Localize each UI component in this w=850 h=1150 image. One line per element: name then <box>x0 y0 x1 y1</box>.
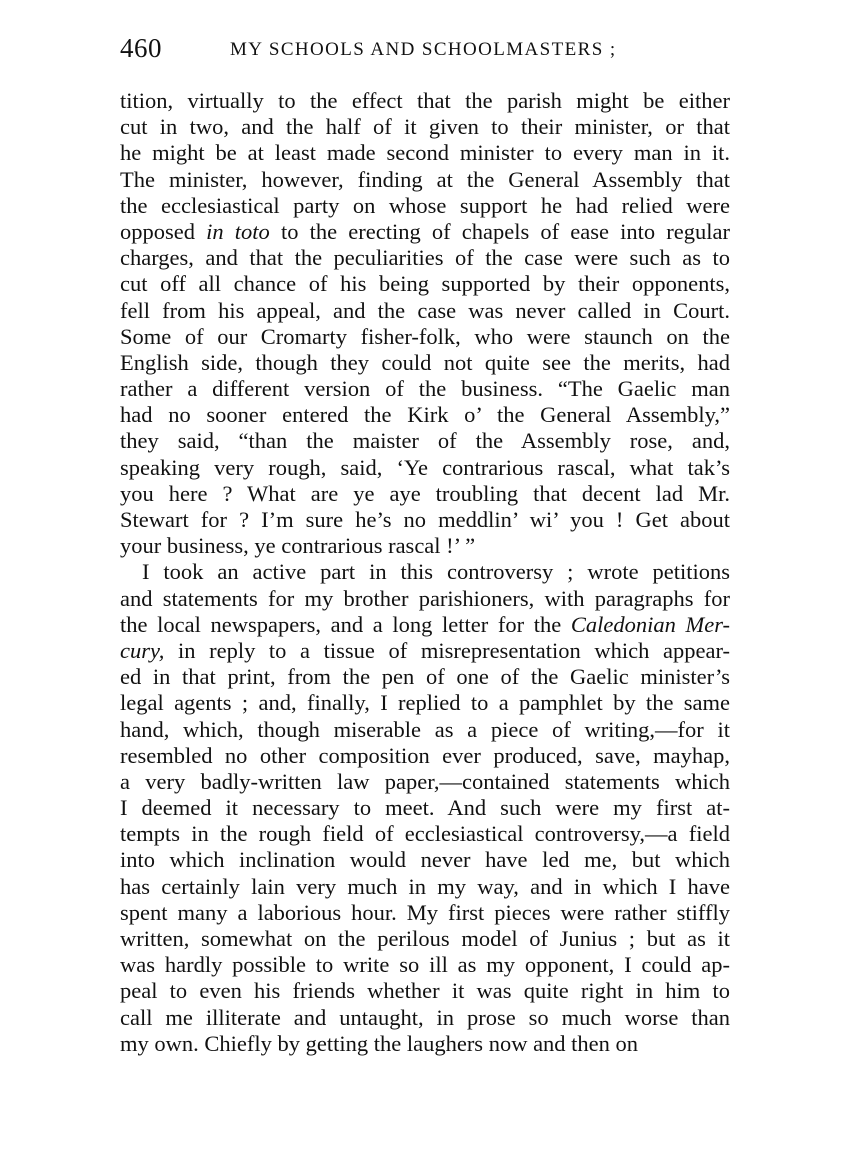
text-line <box>120 743 730 769</box>
text-segment: charges, and that the peculiarities of the case were such as to <box>120 245 730 271</box>
text-line <box>120 428 730 454</box>
text-segment: Some of our Cromarty fisher-folk, who were staunch on the <box>120 323 730 349</box>
text-segment: I took an active part in this controversy ; wrote petitions <box>142 559 730 585</box>
italic-text: in toto <box>206 218 270 244</box>
text-segment: hand, which, though miserable as a piece of writing,—for it <box>120 716 730 742</box>
text-line <box>120 952 730 978</box>
text-line <box>120 245 730 271</box>
text-line <box>120 88 730 114</box>
text-segment: the local newspapers, and a long letter for the <box>120 611 571 637</box>
body-text <box>120 88 730 1057</box>
text-segment: my own. Chiefly by getting the laughers now and then on <box>120 1030 639 1056</box>
italic-text: Caledonian Mer- <box>570 611 730 637</box>
text-segment: had no sooner entered the Kirk o’ the General Assembly,” <box>120 402 730 428</box>
text-segment: opposed <box>120 218 207 244</box>
text-line <box>120 481 730 507</box>
text-line <box>120 507 730 533</box>
text-segment: was hardly possible to write so ill as my opponent, I could ap- <box>120 952 730 978</box>
text-line <box>120 638 730 664</box>
text-segment: Stewart for ? I’m sure he’s no meddlin’ wi’ you ! Get about <box>120 507 730 532</box>
text-line <box>120 978 730 1004</box>
italic-text: cury, <box>120 637 165 663</box>
text-line <box>120 690 730 716</box>
text-segment: speaking very rough, said, ‘Ye contrarious rascal, what tak’s <box>120 454 730 480</box>
text-line <box>120 847 730 873</box>
text-segment: peal to even his friends whether it was quite right in him to <box>120 978 730 1004</box>
text-segment: fell from his appeal, and the case was never called in Court. <box>120 297 730 323</box>
text-segment: into which inclination would never have led me, but which <box>120 847 730 873</box>
text-line <box>120 114 730 140</box>
text-segment: the ecclesiastical party on whose support he had relied were <box>120 192 730 218</box>
text-line <box>120 717 730 743</box>
text-segment: you here ? What are ye aye troubling that decent lad Mr. <box>120 480 730 506</box>
text-segment: tition, virtually to the effect that the parish might be either <box>120 88 730 113</box>
text-line <box>120 167 730 193</box>
text-segment: ed in that print, from the pen of one of the Gaelic minister’s <box>120 664 730 690</box>
text-segment: spent many a laborious hour. My first pieces were rather stiffly <box>120 899 730 925</box>
text-segment: cut in two, and the half of it given to their minister, or that <box>120 114 730 140</box>
text-segment: resembled no other composition ever produced, save, mayhap, <box>120 742 730 768</box>
text-segment: they said, “than the maister of the Assembly rose, and, <box>120 428 730 454</box>
text-segment: your business, ye contrarious rascal !’ ” <box>120 533 476 559</box>
text-line <box>120 271 730 297</box>
paragraph <box>120 88 730 559</box>
text-line <box>120 193 730 219</box>
text-segment: he might be at least made second minister to every man in it. <box>120 140 730 166</box>
text-line <box>120 455 730 481</box>
running-head: MY SCHOOLS AND SCHOOLMASTERS ; <box>230 39 617 60</box>
text-line <box>120 219 730 245</box>
text-segment: written, somewhat on the perilous model of Junius ; but as it <box>120 926 730 951</box>
text-segment: and statements for my brother parishioners, with paragraphs for <box>120 585 730 611</box>
text-line <box>120 586 730 612</box>
text-segment: to the erecting of chapels of ease into regular <box>269 218 730 244</box>
text-line <box>120 769 730 795</box>
text-segment: has certainly lain very much in my way, and in which I have <box>120 873 730 899</box>
text-segment: The minister, however, finding at the General Assembly that <box>120 166 730 192</box>
text-segment: call me illiterate and untaught, in prose so much worse than <box>120 1004 730 1030</box>
text-line <box>120 350 730 376</box>
text-line <box>120 559 730 585</box>
text-line <box>120 1031 730 1057</box>
text-segment: in reply to a tissue of misrepresentation which appear- <box>164 637 730 663</box>
text-segment: I deemed it necessary to meet. And such were my first at- <box>120 795 730 821</box>
text-line <box>120 324 730 350</box>
text-line <box>120 298 730 324</box>
text-line <box>120 795 730 821</box>
text-line <box>120 664 730 690</box>
text-line <box>120 900 730 926</box>
text-line <box>120 533 730 559</box>
text-line <box>120 926 730 952</box>
paragraph <box>120 559 730 1057</box>
text-segment: English side, though they could not quite see the merits, had <box>120 349 730 375</box>
text-line <box>120 402 730 428</box>
text-segment: legal agents ; and, finally, I replied to a pamphlet by the same <box>120 690 730 716</box>
text-line <box>120 376 730 402</box>
text-segment: tempts in the rough field of ecclesiastical controversy,—a field <box>120 821 730 847</box>
text-line <box>120 821 730 847</box>
text-segment: cut off all chance of his being supported by their opponents, <box>120 271 730 297</box>
text-segment: rather a different version of the business. “The Gaelic man <box>120 376 730 402</box>
text-line <box>120 140 730 166</box>
text-line <box>120 612 730 638</box>
text-segment: a very badly-written law paper,—contained statements which <box>120 768 730 794</box>
text-line <box>120 1005 730 1031</box>
page-number: 460 <box>120 33 162 63</box>
text-line <box>120 874 730 900</box>
page-header <box>120 30 730 66</box>
